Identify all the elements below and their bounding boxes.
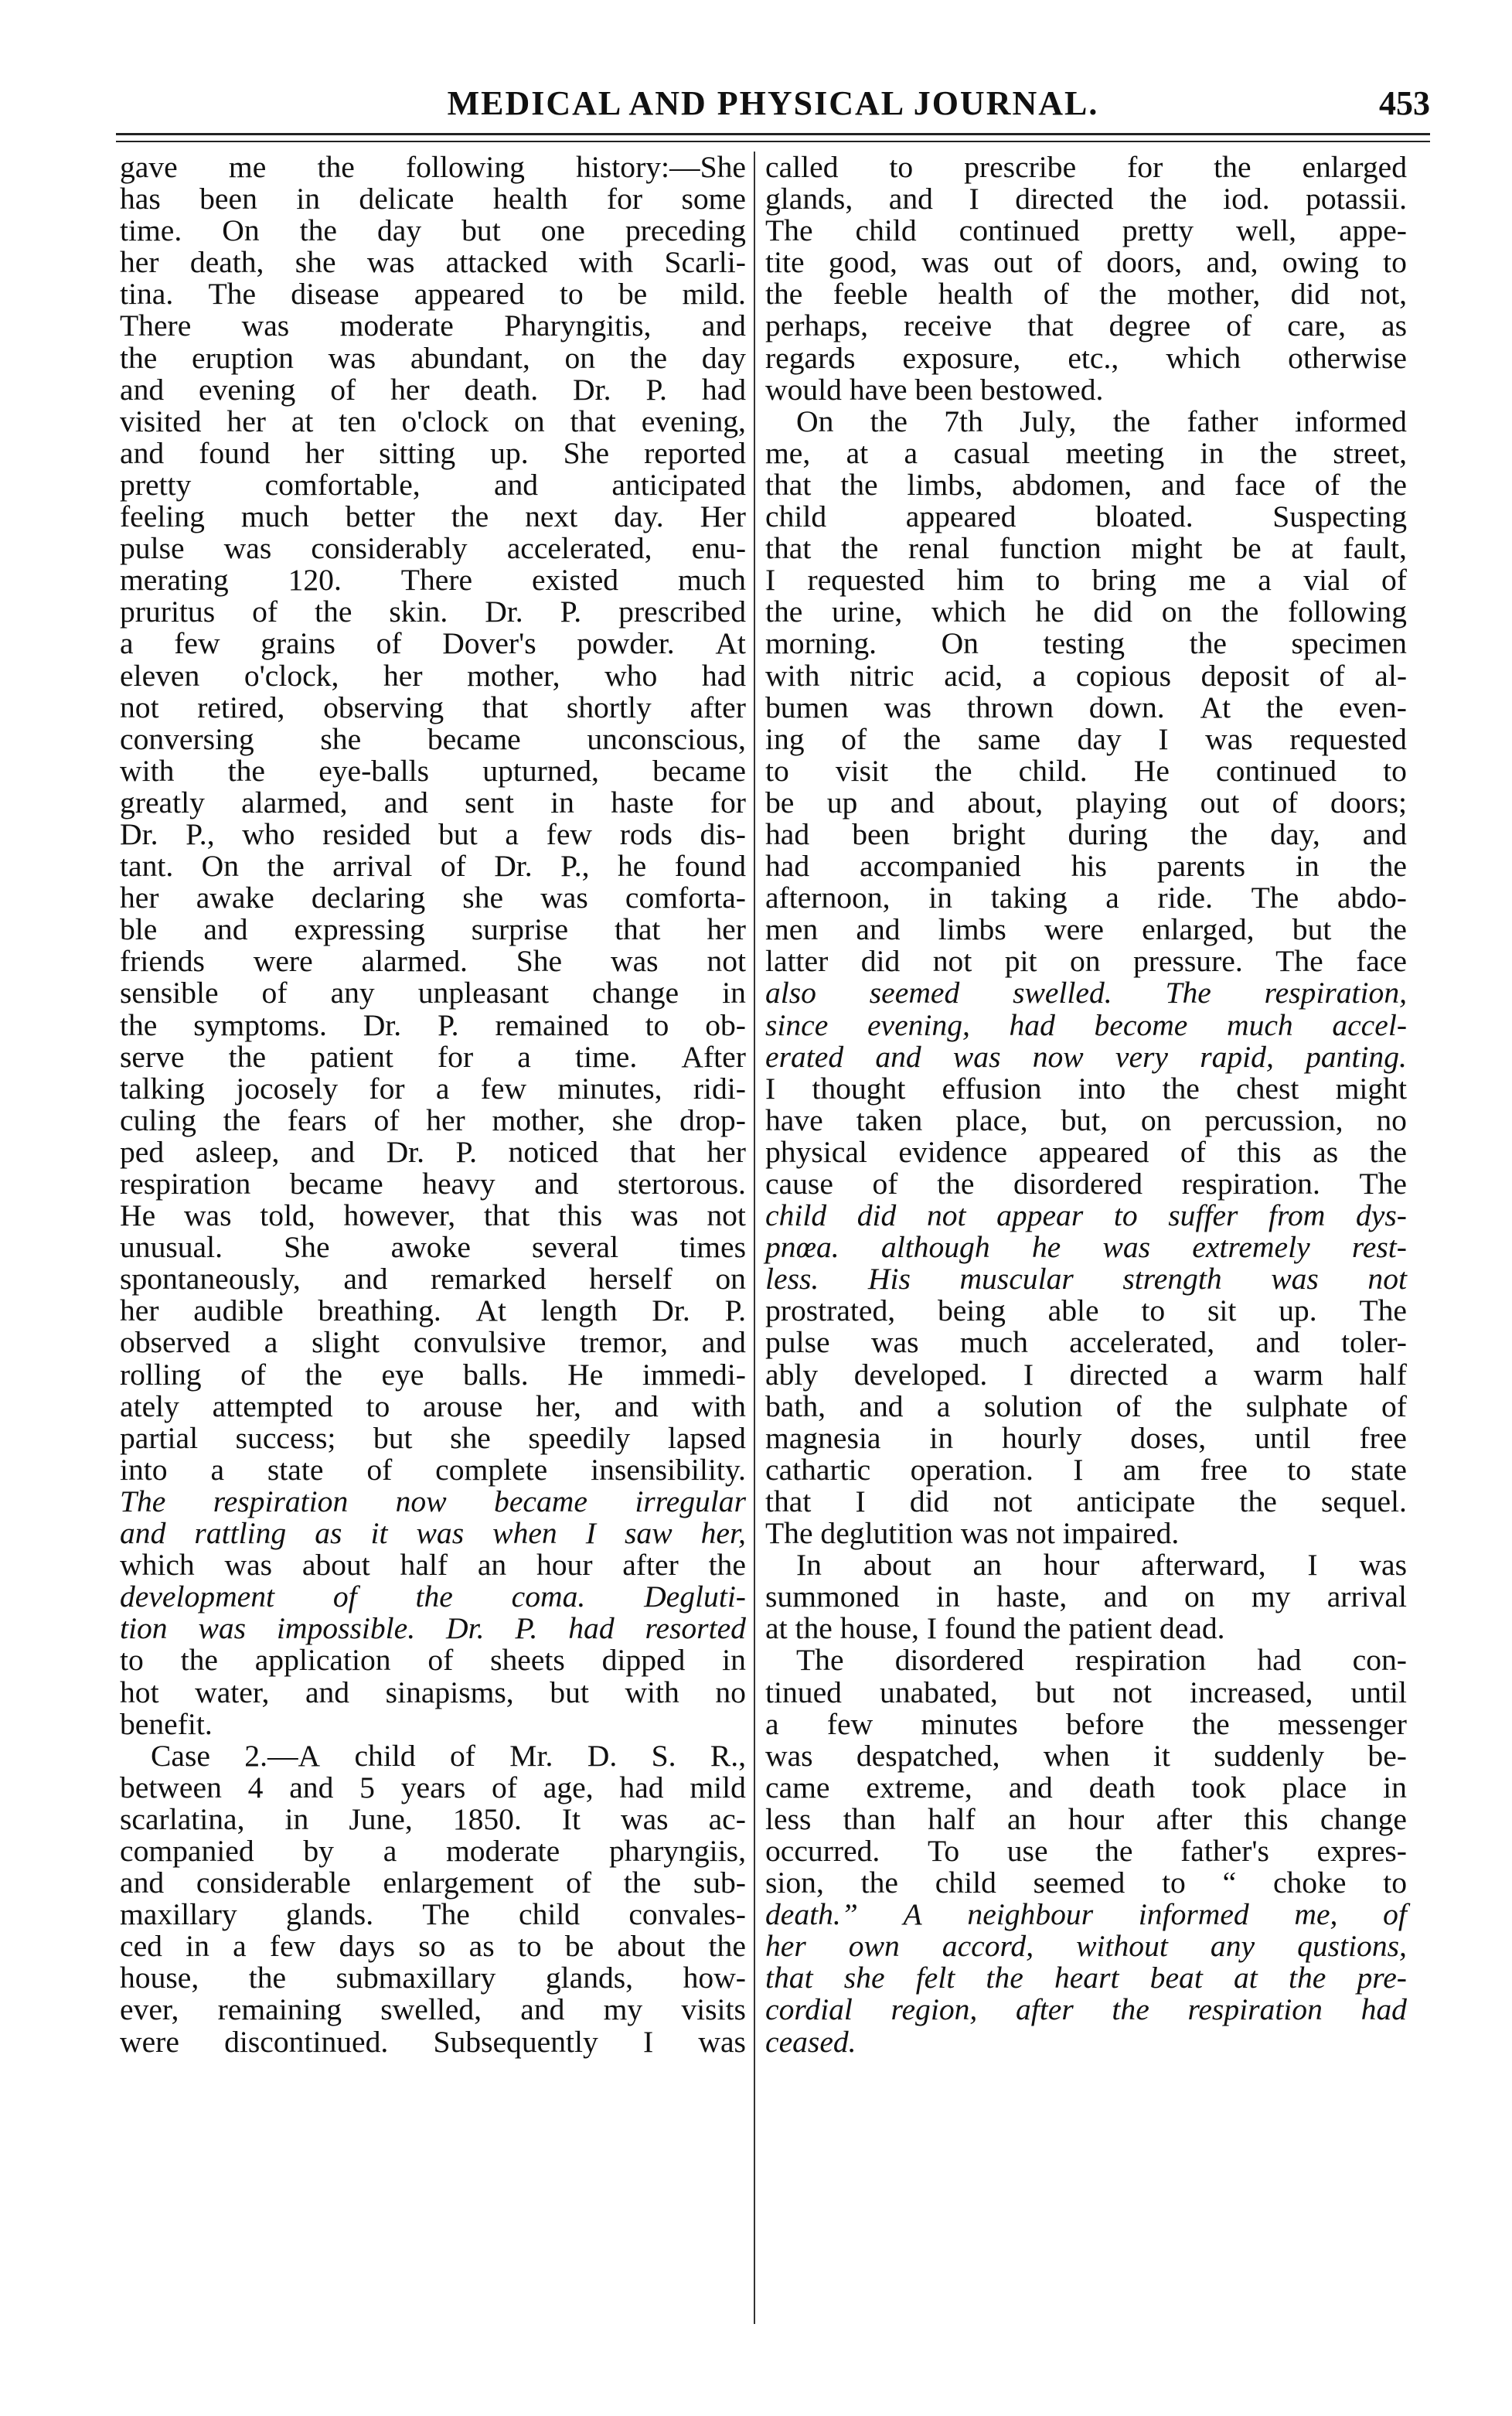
text-line: her audible breathing. At length Dr. P. bbox=[120, 1293, 746, 1328]
text-line: prostrated, being able to sit up. The bbox=[765, 1293, 1407, 1328]
text-line: ped asleep, and Dr. P. noticed that her bbox=[120, 1134, 746, 1169]
text-line: gave me the following history:—She bbox=[120, 150, 746, 184]
text-line: companied by a moderate pharyngiis, bbox=[120, 1833, 746, 1868]
text-line: her death, she was attacked with Scarli- bbox=[120, 245, 746, 280]
text-line: ble and expressing surprise that her bbox=[120, 912, 746, 947]
text-line: with the eye-balls upturned, became bbox=[120, 753, 746, 788]
text-line: eleven o'clock, her mother, who had bbox=[120, 658, 746, 693]
text-line: Dr. P., who resided but a few rods dis- bbox=[120, 816, 746, 851]
text-line: would have been bestowed. bbox=[765, 372, 1104, 407]
text-line: The disordered respiration had con- bbox=[796, 1643, 1407, 1678]
text-line: bumen was thrown down. At the even- bbox=[765, 690, 1407, 724]
text-line: at the house, I found the patient dead. bbox=[765, 1611, 1225, 1646]
text-line: pnœa. although he was extremely rest- bbox=[765, 1230, 1407, 1265]
text-line: erated and was now very rapid, panting. bbox=[765, 1039, 1407, 1074]
text-line: between 4 and 5 years of age, had mild bbox=[120, 1770, 746, 1804]
text-line: greatly alarmed, and sent in haste for bbox=[120, 785, 746, 820]
text-line: the urine, which he did on the following bbox=[765, 595, 1407, 629]
text-line: On the 7th July, the father informed bbox=[796, 404, 1407, 438]
text-line: The respiration now became irregular bbox=[120, 1484, 746, 1518]
text-line: time. On the day but one preceding bbox=[120, 213, 746, 248]
text-line: ably developed. I directed a warm half bbox=[765, 1357, 1407, 1392]
text-line: tinued unabated, but not increased, until bbox=[765, 1675, 1407, 1709]
text-line: He was told, however, that this was not bbox=[120, 1198, 746, 1233]
text-line: benefit. bbox=[120, 1706, 213, 1741]
text-line: development of the coma. Degluti- bbox=[120, 1579, 746, 1614]
text-line: In about an hour afterward, I was bbox=[796, 1548, 1407, 1583]
text-line: which was about half an hour after the bbox=[120, 1548, 746, 1583]
text-line: talking jocosely for a few minutes, ridi- bbox=[120, 1071, 746, 1106]
text-line: The child continued pretty well, appe- bbox=[765, 213, 1407, 248]
text-line: tant. On the arrival of Dr. P., he found bbox=[120, 849, 746, 884]
text-line: tion was impossible. Dr. P. had resorted bbox=[120, 1611, 746, 1646]
text-line: to visit the child. He continued to bbox=[765, 753, 1407, 788]
text-line: less than half an hour after this change bbox=[765, 1801, 1407, 1836]
text-line: scarlatina, in June, 1850. It was ac- bbox=[120, 1801, 746, 1836]
text-line: There was moderate Pharyngitis, and bbox=[120, 308, 746, 343]
text-line: maxillary glands. The child convales- bbox=[120, 1897, 746, 1932]
text-line: pruritus of the skin. Dr. P. prescribed bbox=[120, 595, 746, 629]
text-line: that I did not anticipate the sequel. bbox=[765, 1484, 1407, 1518]
text-line: was despatched, when it suddenly be- bbox=[765, 1738, 1407, 1773]
text-line: cathartic operation. I am free to state bbox=[765, 1452, 1407, 1487]
text-line: partial success; but she speedily lapsed bbox=[120, 1420, 746, 1455]
text-line: respiration became heavy and stertorous. bbox=[120, 1167, 746, 1201]
text-line: rolling of the eye balls. He immedi- bbox=[120, 1357, 746, 1392]
text-line: with nitric acid, a copious deposit of al- bbox=[765, 658, 1407, 693]
text-line: into a state of complete insensibility. bbox=[120, 1452, 746, 1487]
text-line: ately attempted to arouse her, and with bbox=[120, 1389, 746, 1423]
text-line: and evening of her death. Dr. P. had bbox=[120, 372, 746, 407]
text-line: and considerable enlargement of the sub- bbox=[120, 1866, 746, 1900]
text-line: pulse was much accelerated, and toler- bbox=[765, 1325, 1407, 1360]
column-divider bbox=[754, 152, 755, 2324]
text-line: physical evidence appeared of this as the bbox=[765, 1134, 1407, 1169]
text-line: culing the fears of her mother, she drop- bbox=[120, 1102, 746, 1137]
text-line: since evening, had become much accel- bbox=[765, 1007, 1407, 1042]
text-line: pulse was considerably accelerated, enu- bbox=[120, 531, 746, 566]
text-line: unusual. She awoke several times bbox=[120, 1230, 746, 1265]
text-line: that the renal function might be at fault, bbox=[765, 531, 1407, 566]
text-line: the symptoms. Dr. P. remained to ob- bbox=[120, 1007, 746, 1042]
text-line: that the limbs, abdomen, and face of the bbox=[765, 467, 1407, 502]
text-line: ever, remaining swelled, and my visits bbox=[120, 1992, 746, 2027]
header-rule-thin bbox=[116, 141, 1430, 142]
text-line: ceased. bbox=[765, 2024, 856, 2059]
text-line: I thought effusion into the chest might bbox=[765, 1071, 1407, 1106]
text-line: less. His muscular strength was not bbox=[765, 1262, 1407, 1297]
text-line: her own accord, without any qustions, bbox=[765, 1929, 1407, 1964]
text-line: bath, and a solution of the sulphate of bbox=[765, 1389, 1407, 1423]
text-line: a few minutes before the messenger bbox=[765, 1706, 1407, 1741]
text-line: were discontinued. Subsequently I was bbox=[120, 2024, 746, 2059]
text-line: have taken place, but, on percussion, no bbox=[765, 1102, 1407, 1137]
text-line: to the application of sheets dipped in bbox=[120, 1643, 746, 1678]
text-line: and found her sitting up. She reported bbox=[120, 435, 746, 470]
text-line: Case 2.—A child of Mr. D. S. R., bbox=[151, 1738, 746, 1773]
text-line: I requested him to bring me a vial of bbox=[765, 563, 1407, 598]
text-line: had been bright during the day, and bbox=[765, 816, 1407, 851]
text-line: regards exposure, etc., which otherwise bbox=[765, 340, 1407, 375]
text-line: that she felt the heart beat at the pre- bbox=[765, 1961, 1407, 1995]
text-line: a few grains of Dover's powder. At bbox=[120, 626, 746, 661]
text-line: morning. On testing the specimen bbox=[765, 626, 1407, 661]
text-line: hot water, and sinapisms, but with no bbox=[120, 1675, 746, 1709]
text-line: cause of the disordered respiration. The bbox=[765, 1167, 1407, 1201]
text-line: observed a slight convulsive tremor, and bbox=[120, 1325, 746, 1360]
text-line: cordial region, after the respiration had bbox=[765, 1992, 1407, 2027]
text-line: visited her at ten o'clock on that evening, bbox=[120, 404, 746, 438]
text-line: The deglutition was not impaired. bbox=[765, 1516, 1180, 1551]
text-line: pretty comfortable, and anticipated bbox=[120, 467, 746, 502]
text-line: be up and about, playing out of doors; bbox=[765, 785, 1407, 820]
text-line: summoned in haste, and on my arrival bbox=[765, 1579, 1407, 1614]
text-line: came extreme, and death took place in bbox=[765, 1770, 1407, 1804]
text-line: child did not appear to suffer from dys- bbox=[765, 1198, 1407, 1233]
text-line: also seemed swelled. The respiration, bbox=[765, 976, 1407, 1010]
text-line: friends were alarmed. She was not bbox=[120, 944, 746, 979]
text-line: conversing she became unconscious, bbox=[120, 721, 746, 756]
page-number: 453 bbox=[1379, 84, 1430, 122]
text-line: death.” A neighbour informed me, of bbox=[765, 1897, 1407, 1932]
text-line: men and limbs were enlarged, but the bbox=[765, 912, 1407, 947]
right-column bbox=[765, 152, 1407, 2058]
text-line: and rattling as it was when I saw her, bbox=[120, 1516, 746, 1551]
text-line: house, the submaxillary glands, how- bbox=[120, 1961, 746, 1995]
text-line: has been in delicate health for some bbox=[120, 182, 746, 216]
text-line: her awake declaring she was comforta- bbox=[120, 881, 746, 915]
text-line: me, at a casual meeting in the street, bbox=[765, 435, 1407, 470]
text-line: serve the patient for a time. After bbox=[120, 1039, 746, 1074]
text-line: glands, and I directed the iod. potassii. bbox=[765, 182, 1407, 216]
text-line: ced in a few days so as to be about the bbox=[120, 1929, 746, 1964]
text-line: occurred. To use the father's expres- bbox=[765, 1833, 1407, 1868]
text-line: afternoon, in taking a ride. The abdo- bbox=[765, 881, 1407, 915]
text-line: child appeared bloated. Suspecting bbox=[765, 499, 1407, 534]
left-column bbox=[120, 152, 746, 2058]
text-line: had accompanied his parents in the bbox=[765, 849, 1407, 884]
text-line: merating 120. There existed much bbox=[120, 563, 746, 598]
text-line: called to prescribe for the enlarged bbox=[765, 150, 1407, 184]
text-line: latter did not pit on pressure. The face bbox=[765, 944, 1407, 979]
text-line: the eruption was abundant, on the day bbox=[120, 340, 746, 375]
text-line: feeling much better the next day. Her bbox=[120, 499, 746, 534]
text-line: sensible of any unpleasant change in bbox=[120, 976, 746, 1010]
text-line: ing of the same day I was requested bbox=[765, 721, 1407, 756]
text-line: spontaneously, and remarked herself on bbox=[120, 1262, 746, 1297]
text-line: the feeble health of the mother, did not, bbox=[765, 277, 1407, 312]
header-rule bbox=[116, 133, 1430, 135]
page-header bbox=[116, 83, 1430, 130]
running-title: MEDICAL AND PHYSICAL JOURNAL. bbox=[447, 84, 1099, 122]
text-line: magnesia in hourly doses, until free bbox=[765, 1420, 1407, 1455]
text-line: sion, the child seemed to “ choke to bbox=[765, 1866, 1407, 1900]
text-line: tina. The disease appeared to be mild. bbox=[120, 277, 746, 312]
text-line: not retired, observing that shortly after bbox=[120, 690, 746, 724]
text-line: perhaps, receive that degree of care, as bbox=[765, 308, 1407, 343]
text-line: tite good, was out of doors, and, owing to bbox=[765, 245, 1407, 280]
